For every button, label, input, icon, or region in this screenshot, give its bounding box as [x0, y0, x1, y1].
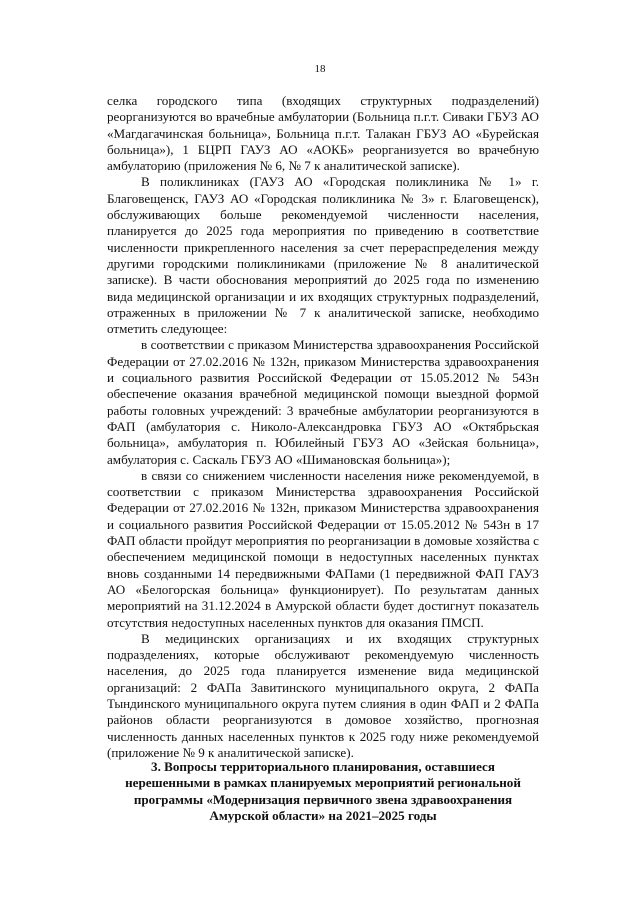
document-body: [107, 93, 539, 761]
page-number: 18: [314, 63, 326, 75]
paragraph-continuation: селка городского типа (входящих структурных подразделений) реорганизуются во врачебные амбулатории (Больница п.г.т. Сиваки ГБУЗ АО «Магдагачинская больница», Больница п.г.т. Талакан ГБУЗ АО «Бурейская больница»), 1 БЦРП ГАУЗ АО «АОКБ» реорганизуется во врачебную амбулаторию (приложения № 6, № 7 к аналитической записке).: [107, 93, 539, 174]
paragraph-population-decline: в связи со снижением численности населения ниже рекомендуемой, в соответствии с приказом Министерства здравоохранения Российской Федерации от 27.02.2016 № 132н, приказом Министерства здравоохранения и социального развития Российской Федерации от 15.05.2012 № 543н в 17 ФАП области пройдут мероприятия по реорганизации в домовые хозяйства с обеспечением медицинской помощи в недоступных населенных пунктах вновь созданными 14 передвижными ФАПами (1 передвижной ФАП ГАУЗ АО «Белогорская больница» функционирует). По результатам данных мероприятий на 31.12.2024 в Амурской области будет достигнут показатель отсутствия недоступных населенных пунктов для оказания ПМСП.: [107, 467, 539, 630]
paragraph-medical-organizations: В медицинских организациях и их входящих структурных подразделениях, которые обслуживают рекомендуемую численность населения, до 2025 года планируется изменение вида медицинской организаций: 2 ФАПа Завитинского муниципального округа, 2 ФАПа Тындинского муниципального округа путем слияния в один ФАП и 2 ФАПа районов области реорганизуются в домовое хозяйство, прогнозная численность данных населенных пунктов к 2025 году ниже рекомендуемой (приложение № 9 к аналитической записке).: [107, 630, 539, 760]
paragraph-polyclinics: В поликлиниках (ГАУЗ АО «Городская поликлиника № 1» г. Благовещенск, ГАУЗ АО «Городская поликлиника № 3» г. Благовещенск), обслуживающих больше рекомендуемой численности населения, планируется до 2025 года мероприятия по приведению в соответствие численности прикрепленного населения за счет перераспределения между другими городскими поликлиниками (приложение № 8 аналитической записке). В части обоснования мероприятий до 2025 года по изменению вида медицинской организации и их входящих структурных подразделений, отраженных в приложении № 7 к аналитической записке, необходимо отметить следующее:: [107, 174, 539, 337]
paragraph-order-ambulatories: в соответствии с приказом Министерства здравоохранения Российской Федерации от 27.02.2016 № 132н, приказом Министерства здравоохранения и социального развития Российской Федерации от 15.05.2012 № 543н обеспечение оказания врачебной медицинской помощи выездной формой работы головных учреждений: 3 врачебные амбулатории реорганизуются в ФАП (амбулатория с. Николо-Александровка ГБУЗ АО «Октябрьская больница», амбулатория п. Юбилейный ГБУЗ АО «Зейская больница», амбулатория с. Саскаль ГБУЗ АО «Шимановская больница»);: [107, 337, 539, 467]
section-heading: 3. Вопросы территориального планирования, оставшиеся нерешенными в рамках планируемых мероприятий региональной программы «Модернизация первичного звена здравоохранения Амурской области» на 2021–2025 годы: [125, 759, 521, 823]
